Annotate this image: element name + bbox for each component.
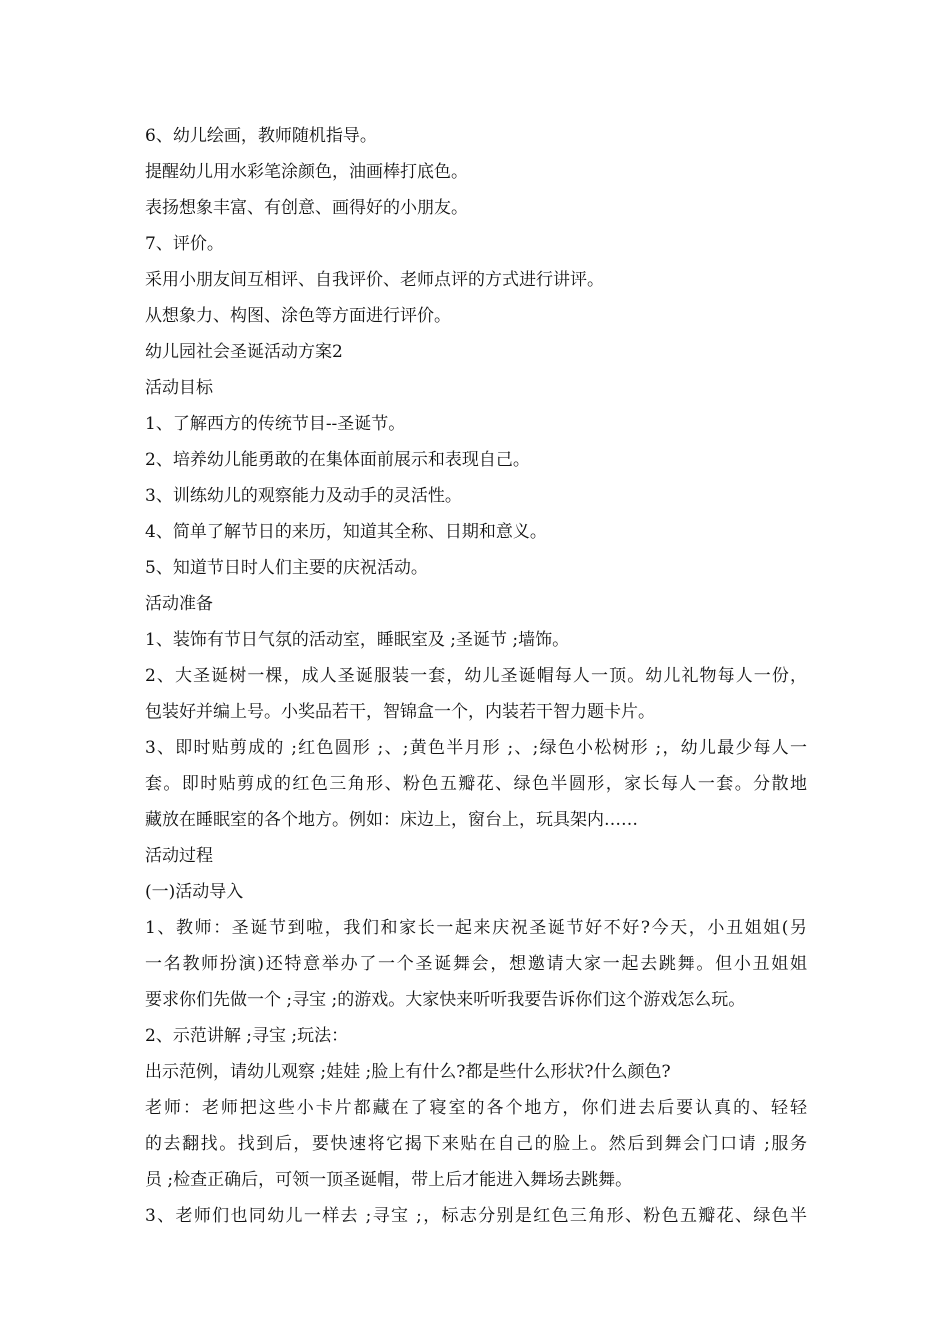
text-line-step-6: 6、幼儿绘画，教师随机指导。 <box>145 126 377 146</box>
text-line: 从想象力、构图、涂色等方面进行评价。 <box>145 306 451 326</box>
list-item-continuation: 一名教师扮演)还特意举办了一个圣诞舞会，想邀请大家一起去跳舞。但小丑姐姐 <box>145 954 807 974</box>
text-line-continuation: 的去翻找。找到后，要快速将它揭下来贴在自己的脸上。然后到舞会门口请 ;服务 <box>145 1134 807 1154</box>
list-item: 3、老师们也同幼儿一样去 ;寻宝 ;，标志分别是红色三角形、粉色五瓣花、绿色半 <box>145 1206 807 1226</box>
document-page <box>145 118 807 1234</box>
list-item: 1、教师：圣诞节到啦，我们和家长一起来庆祝圣诞节好不好?今天，小丑姐姐(另 <box>145 918 807 938</box>
list-item: 4、简单了解节日的来历，知道其全称、日期和意义。 <box>145 522 547 542</box>
list-item-continuation: 藏放在睡眠室的各个地方。例如：床边上，窗台上，玩具架内…… <box>145 810 638 830</box>
list-item: 2、培养幼儿能勇敢的在集体面前展示和表现自己。 <box>145 450 530 470</box>
section-title: 幼儿园社会圣诞活动方案2 <box>145 342 343 362</box>
list-item-continuation: 包装好并编上号。小奖品若干，智锦盒一个，内装若干智力题卡片。 <box>145 702 655 722</box>
list-item: 3、即时贴剪成的 ;红色圆形 ;、;黄色半月形 ;、;绿色小松树形 ;，幼儿最少每人一 <box>145 738 807 758</box>
list-item: 1、装饰有节日气氛的活动室，睡眠室及 ;圣诞节 ;墙饰。 <box>145 630 570 650</box>
list-item: 2、示范讲解 ;寻宝 ;玩法： <box>145 1026 349 1046</box>
section-heading-goals: 活动目标 <box>145 378 213 398</box>
text-line: 出示范例，请幼儿观察 ;娃娃 ;脸上有什么?都是些什么形状?什么颜色? <box>145 1062 671 1082</box>
list-item: 2、大圣诞树一棵，成人圣诞服装一套，幼儿圣诞帽每人一顶。幼儿礼物每人一份， <box>145 666 807 686</box>
list-item: 5、知道节日时人们主要的庆祝活动。 <box>145 558 428 578</box>
list-item: 1、了解西方的传统节目--圣诞节。 <box>145 414 406 434</box>
text-line: 采用小朋友间互相评、自我评价、老师点评的方式进行讲评。 <box>145 270 604 290</box>
text-line-continuation: 员 ;检查正确后，可领一顶圣诞帽，带上后才能进入舞场去跳舞。 <box>145 1170 633 1190</box>
subsection-heading: (一)活动导入 <box>145 882 244 902</box>
text-line-step-7: 7、评价。 <box>145 234 224 254</box>
text-line: 表扬想象丰富、有创意、画得好的小朋友。 <box>145 198 468 218</box>
list-item-continuation: 套。即时贴剪成的红色三角形、粉色五瓣花、绿色半圆形，家长每人一套。分散地 <box>145 774 807 794</box>
section-heading-preparation: 活动准备 <box>145 594 213 614</box>
list-item: 3、训练幼儿的观察能力及动手的灵活性。 <box>145 486 462 506</box>
text-line: 提醒幼儿用水彩笔涂颜色，油画棒打底色。 <box>145 162 468 182</box>
section-heading-process: 活动过程 <box>145 846 213 866</box>
text-line: 老师：老师把这些小卡片都藏在了寝室的各个地方，你们进去后要认真的、轻轻 <box>145 1098 807 1118</box>
list-item-continuation: 要求你们先做一个 ;寻宝 ;的游戏。大家快来听听我要告诉你们这个游戏怎么玩。 <box>145 990 746 1010</box>
